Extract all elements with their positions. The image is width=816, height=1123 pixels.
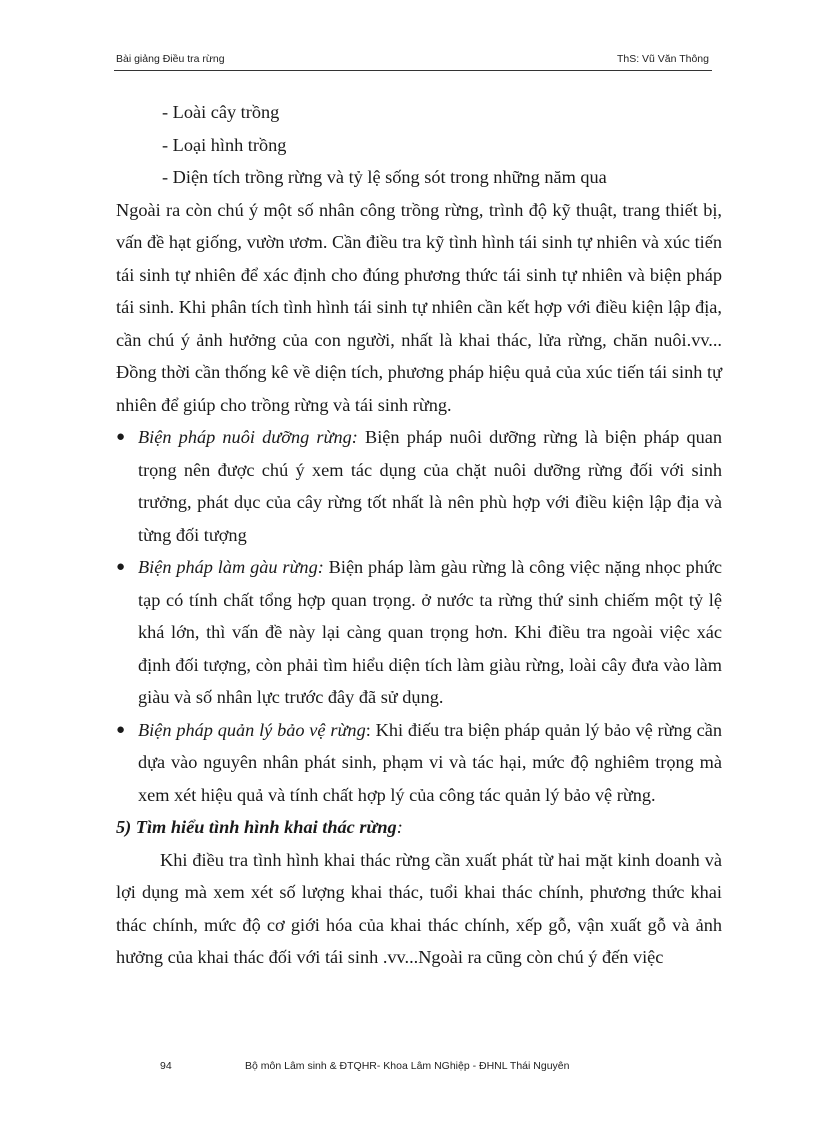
section-heading [116, 811, 722, 844]
bullet-protection-text: : Khi điếu tra biện pháp quản lý bảo vệ rừng cần dựa vào nguyên nhân phát sinh, phạm vi và tác hại, mức độ nghiêm trọng mà xem xét hiệu quả và tính chất hợp lý của công tác quản lý bảo vệ rừng. [138, 719, 722, 805]
page-body [116, 96, 722, 974]
header-divider [114, 70, 712, 71]
bullet-nurturing [116, 421, 722, 551]
bullet-enrichment-title: Biện pháp làm gàu rừng: [138, 557, 324, 577]
paragraph-regeneration: Ngoài ra còn chú ý một số nhân công trồng rừng, trình độ kỹ thuật, trang thiết bị, vấn đề hạt giống, vườn ươm. Cần điều tra kỹ tình hình tái sinh tự nhiên và xúc tiến tái sinh tự nhiên để xác định cho đúng phương thức tái sinh tự nhiên và biện pháp tái sinh. Khi phân tích tình hình tái sinh tự nhiên cần kết hợp với điều kiện lập địa, cần chú ý ảnh hưởng của con người, nhất là khai thác, lửa rừng, chăn nuôi.vv... Đồng thời cần thống kê về diện tích, phương pháp hiệu quả của xúc tiến tái sinh tự nhiên để giúp cho trồng rừng và tái sinh rừng. [116, 199, 722, 415]
section-heading-colon: : [396, 817, 403, 837]
section-heading-text: 5) Tìm hiểu tình hình khai thác rừng [116, 817, 397, 837]
bullet-nurturing-title: Biện pháp nuôi dưỡng rừng: [138, 427, 358, 447]
paragraph-harvesting: Khi điều tra tình hình khai thác rừng cần xuất phát từ hai mặt kinh doanh và lợi dụng mà xem xét số lượng khai thác, tuổi khai thác chính, phương thức khai thác chính, mức độ cơ giới hóa của khai thác chính, xếp gỗ, vận xuất gỗ và ảnh hưởng của khai thác đối với tái sinh .vv...Ngoài ra cũng còn chú ý đến việc [116, 849, 722, 967]
page-number: 94 [160, 1060, 172, 1072]
header-author: ThS: Vũ Văn Thông [616, 53, 709, 65]
bullet-dot-icon: ● [116, 721, 126, 738]
bullet-dot-icon: ● [116, 429, 126, 445]
bullet-dot-icon: ● [116, 559, 126, 575]
list-item-species: - Loài cây trồng [162, 102, 280, 122]
bullet-protection-title: Biện pháp quản lý bảo vệ rừng [138, 719, 366, 740]
bullet-protection [116, 714, 722, 812]
list-item-area-survival: - Diện tích trồng rừng và tỷ lệ sống sót trong những năm qua [162, 167, 607, 187]
bullet-enrichment [116, 551, 722, 714]
header-course-title: Bài giảng Điều tra rừng [116, 53, 225, 65]
list-item-planting-type: - Loại hình trồng [162, 134, 287, 155]
bullet-nurturing-text: Biện pháp nuôi dưỡng rừng là biện pháp quan trọng nên được chú ý xem tác dụng của chặt nuôi dưỡng rừng đối với sinh trưởng, phát dục của cây rừng tốt nhất là nên phù hợp với điều kiện lập địa và từng đối tượng [138, 427, 722, 545]
footer-department: Bộ môn Lâm sinh & ĐTQHR- Khoa Lâm NGhiệp - ĐHNL Thái Nguyên [245, 1060, 570, 1072]
bullet-enrichment-text: Biện pháp làm gàu rừng là công việc nặng nhọc phức tạp có tính chất tổng hợp quan trọng. ở nước ta rừng thứ sinh chiếm một tỷ lệ khá lớn, thì vấn đề này lại càng quan trọng hơn. Khi điều tra ngoài việc xác định đối tượng, còn phải tìm hiểu diện tích làm giàu rừng, loài cây đưa vào làm giàu và số nhân lực trước đây đã sử dụng. [138, 557, 722, 707]
